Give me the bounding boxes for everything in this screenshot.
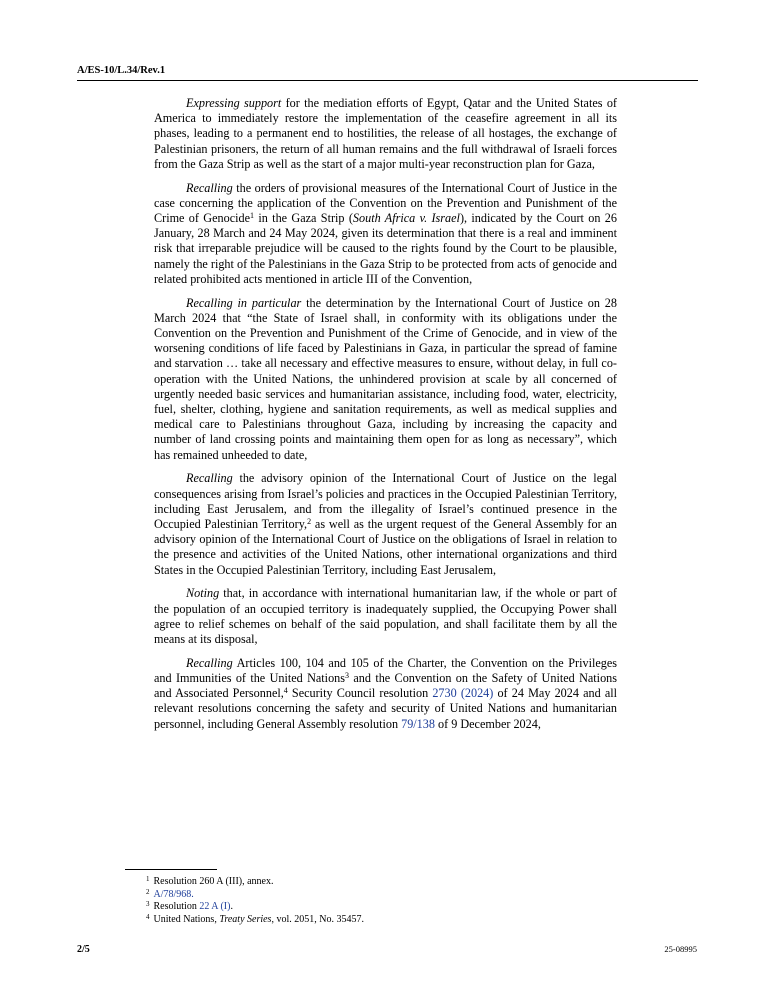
footnote-ref-4[interactable]: 4	[283, 686, 288, 696]
footnote-2: $^2$ A/78/968.	[146, 887, 194, 900]
page-number: 2/5	[77, 944, 90, 955]
paragraph-expressing-support: Expressing support for the mediation efforts of Egypt, Qatar and the United States of America to immediately restore the implementation of the ceasefire agreement in all its phases, leading to a permanent end to hostilities, the release of all hostages, the exchange of Palestinian prisoners, the return of all human remains and the full withdrawal of Israeli forces from the Gaza Strip as well as the start of a major multi-year reconstruction plan for Gaza,	[154, 96, 617, 171]
footnote-1: $^1$ Resolution 260 A (III), annex.	[146, 875, 274, 887]
paragraph-recalling-articles: Recalling Articles 100, 104 and 105 of the Charter, the Convention on the Privileges and Immunities of the United Nations$^3$ and the Convention on the Safety of United Nations and Associated Personnel,$^4$ Security Council resolution 2730 (2024) of 24 May 2024 and all relevant resolutions concerning the safety and security of United Nations and humanitarian personnel, including General Assembly resolution 79/138 of 9 December 2024,	[154, 655, 617, 731]
resolution-body	[154, 96, 617, 740]
paragraph-lead: Recalling	[186, 655, 233, 670]
document-code: 25-08995	[664, 944, 697, 954]
footnote-ref-1[interactable]: 1	[250, 211, 255, 221]
link-resolution-22[interactable]: 22 A (I)	[199, 901, 231, 913]
footnote-separator	[125, 869, 217, 870]
link-resolution-2730[interactable]: 2730 (2024)	[432, 686, 494, 701]
paragraph-lead: Recalling	[186, 180, 233, 195]
paragraph-lead: Recalling in particular	[186, 295, 302, 310]
paragraph-lead: Expressing support	[186, 96, 282, 110]
paragraph-noting: Noting that, in accordance with international humanitarian law, if the whole or part of the population of an occupied territory is inadequately supplied, the Occupying Power shall agree to relief schemes on behalf of the said population, and shall facilitate them by all the means at its disposal,	[154, 586, 617, 647]
case-name: South Africa v. Israel	[352, 211, 460, 226]
document-symbol: A/ES-10/L.34/Rev.1	[77, 65, 166, 76]
paragraph-lead: Noting	[186, 586, 220, 601]
link-a-78-968[interactable]: A/78/968	[153, 888, 192, 900]
header-rule	[77, 80, 698, 81]
footnote-ref-2[interactable]: 2	[307, 517, 312, 527]
paragraph-recalling-advisory-opinion: Recalling the advisory opinion of the International Court of Justice on the legal consequences arising from Israel’s policies and practices in the Occupied Palestinian Territory, including East Jerusalem, and from the illegality of Israel’s continued presence in the Occupied Palestinian Territory,$^2$ as well as the urgent request of the General Assembly for an advisory opinion of the International Court of Justice on the obligations of Israel in relation to the presence and activities of the United Nations, other international organizations and third States in the Occupied Palestinian Territory, including East Jerusalem,	[154, 471, 617, 577]
link-resolution-79-138[interactable]: 79/138	[401, 716, 435, 731]
footnote-3: $^3$ Resolution 22 A (I).	[146, 900, 233, 913]
footnote-4: $^4$ United Nations, Treaty Series, vol. 2051, No. 35457.	[146, 912, 364, 925]
paragraph-recalling-in-particular: Recalling in particular the determination by the International Court of Justice on 28 March 2024 that “the State of Israel shall, in conformity with its obligations under the Convention on the Prevention and Punishment of the Crime of Genocide, and in view of the worsening conditions of life faced by Palestinians in Gaza, in particular the spread of famine and starvation … take all necessary and effective measures to ensure, without delay, in full co-operation with the United Nations, the unhindered provision at scale by all concerned of urgently needed basic services and humanitarian assistance, including food, water, electricity, fuel, shelter, clothing, hygiene and sanitation requirements, as well as medical supplies and medical care to Palestinians throughout Gaza, including by increasing the capacity and number of land crossing points and maintaining them open for as long as necessary”, which has remained unheeded to date,	[154, 295, 617, 462]
paragraph-recalling-orders: Recalling the orders of provisional measures of the International Court of Justice in the case concerning the application of the Convention on the Prevention and Punishment of the Crime of Genocide$^1$ in the Gaza Strip (South Africa v. Israel), indicated by the Court on 26 January, 28 March and 24 May 2024, given its determination that there is a real and imminent risk that irreparable prejudice will be caused to the rights found by the Court to be plausible, namely the right of the Palestinians in the Gaza Strip to be protected from acts of genocide and related prohibited acts mentioned in article III of the Convention,	[154, 180, 617, 286]
paragraph-lead: Recalling	[186, 471, 233, 486]
footnote-ref-3[interactable]: 3	[345, 671, 350, 681]
footnotes	[146, 876, 364, 926]
